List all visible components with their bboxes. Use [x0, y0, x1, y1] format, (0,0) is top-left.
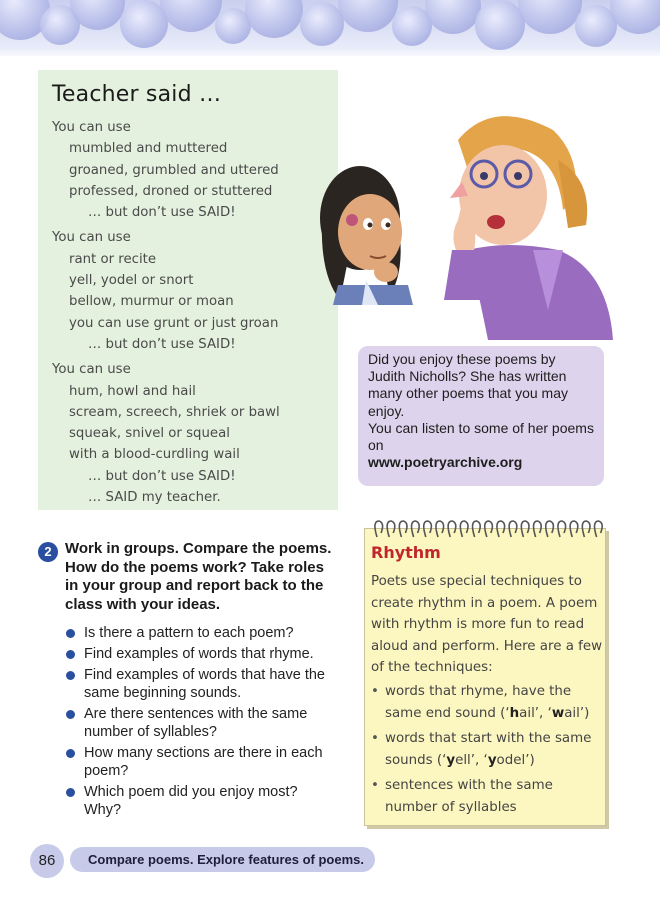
spiral-ring-icon [582, 521, 590, 537]
rhythm-intro: Poets use special techniques to create rhythm in a poem. A poem with rhythm is more fun to read aloud and perform. Here are a few of the techniques: [371, 574, 603, 676]
rhythm-technique-text: y [446, 752, 456, 768]
activity-bullet-text: Find examples of words that rhyme. [84, 646, 314, 662]
bullet-dot-icon [66, 650, 75, 659]
poem-stanzas [52, 117, 338, 508]
rhythm-technique-text: y [487, 752, 497, 768]
activity-bullet [38, 666, 338, 702]
spiral-ring-icon [521, 521, 529, 537]
rhythm-technique-text: ail [564, 705, 580, 721]
spiral-ring-icon [375, 521, 383, 537]
activity-bullet-text: How many sections are there in each poem? [84, 745, 323, 779]
spiral-binding-icon [369, 517, 603, 541]
band-fade [0, 50, 660, 64]
spiral-ring-icon [509, 521, 517, 537]
info-text-2: You can listen to some of her poems on [368, 419, 594, 454]
spiral-ring-icon [570, 521, 578, 537]
bullet-dot-icon [66, 629, 75, 638]
poem-line: bellow, murmur or moan [69, 294, 234, 310]
poem-line: hum, howl and hail [69, 383, 196, 399]
rhythm-technique [371, 775, 603, 818]
poem-stanza [52, 227, 338, 355]
info-box [358, 346, 604, 486]
activity-bullet-text: Is there a pattern to each poem? [84, 625, 294, 641]
footer-caption: Compare poems. Explore features of poems. [70, 847, 375, 872]
spiral-ring-icon [399, 521, 407, 537]
rhythm-technique [371, 681, 603, 724]
rhythm-technique-text: words that start with the same sounds (‘ [385, 731, 592, 768]
poem-box [38, 70, 338, 510]
poem-line: professed, droned or stuttered [69, 183, 273, 199]
poem-line: You can use [52, 230, 131, 246]
activity-bullet-list [38, 624, 338, 819]
poem-stanza [52, 359, 338, 508]
rhythm-technique-text: ail [519, 705, 535, 721]
rhythm-technique-text: sentences with the same number of syllables [385, 778, 553, 815]
spiral-ring-icon [448, 521, 456, 537]
activity-bullet [38, 705, 338, 741]
teacher-and-girl-illustration [318, 100, 618, 340]
poetry-archive-link[interactable]: www.poetryarchive.org [368, 454, 523, 471]
bullet-dot-icon [66, 710, 75, 719]
bullet-dot-icon [66, 788, 75, 797]
spiral-ring-icon [460, 521, 468, 537]
rhythm-technique-text: ’) [525, 752, 535, 768]
spiral-ring-icon [387, 521, 395, 537]
rhythm-technique-list [371, 681, 603, 819]
rhythm-technique-text: ’, ‘ [534, 705, 552, 721]
rhythm-technique-text: words that rhyme, have the same end sound (‘ [385, 683, 572, 721]
spiral-ring-icon [412, 521, 420, 537]
poem-line: scream, screech, shriek or bawl [69, 404, 280, 420]
poem-line: squeak, snivel or squeal [69, 426, 230, 442]
activity-bullet-text: Are there sentences with the same number of syllables? [84, 706, 308, 740]
rhythm-technique-text: w [551, 705, 565, 721]
spiral-ring-icon [534, 521, 542, 537]
activity-heading: Work in groups. Compare the poems. How do the poems work? Take roles in your group and report back to the class with your ideas. [65, 540, 332, 613]
activity-number-badge: 2 [38, 542, 58, 562]
poem-line: groaned, grumbled and uttered [69, 162, 279, 178]
rhythm-technique-text: h [509, 705, 520, 721]
spiral-ring-icon [546, 521, 554, 537]
rhythm-technique-text: ell [455, 752, 471, 768]
activity-bullet-text: Find examples of words that have the same beginning sounds. [84, 667, 325, 701]
poem-line: You can use [52, 120, 131, 135]
poem-line: … but don’t use SAID! [88, 205, 236, 221]
activity-bullet-text: Which poem did you enjoy most? Why? [84, 784, 298, 818]
spiral-ring-icon [424, 521, 432, 537]
bullet-dot-icon [66, 671, 75, 680]
poem-line: … SAID my teacher. [88, 490, 221, 506]
activity-bullet [38, 744, 338, 780]
rhythm-title: Rhythm [371, 543, 441, 562]
spiral-ring-icon [558, 521, 566, 537]
activity-bullet [38, 645, 338, 663]
rhythm-notebook [364, 528, 606, 826]
bullet-dot-icon [66, 749, 75, 758]
poem-line: mumbled and muttered [69, 141, 228, 157]
rhythm-body [371, 571, 603, 823]
poem-line: … but don’t use SAID! [88, 468, 236, 484]
spiral-ring-icon [473, 521, 481, 537]
page-number: 86 [30, 844, 64, 878]
top-decorative-band [0, 0, 660, 56]
rhythm-technique-text: odel [496, 752, 526, 768]
poem-line: You can use [52, 362, 131, 378]
poem-line: you can use grunt or just groan [69, 315, 279, 331]
poem-line: yell, yodel or snort [69, 273, 194, 289]
activity-bullet [38, 624, 338, 642]
poem-title: Teacher said … [52, 82, 222, 107]
spiral-ring-icon [497, 521, 505, 537]
spiral-ring-icon [485, 521, 493, 537]
spiral-ring-icon [436, 521, 444, 537]
activity-bullet [38, 783, 338, 819]
activity-section [38, 540, 338, 822]
poem-line: with a blood-curdling wail [69, 447, 240, 463]
rhythm-technique-text: ’) [579, 705, 590, 721]
info-text: Did you enjoy these poems by Judith Nicholls? She has written many other poems that you may enjoy. [368, 351, 568, 419]
rhythm-technique-text: ’, ‘ [470, 752, 488, 768]
poem-stanza [52, 117, 338, 223]
spiral-ring-icon [595, 521, 603, 537]
poem-line: … but don’t use SAID! [88, 336, 236, 352]
poem-line: rant or recite [69, 251, 157, 267]
rhythm-technique [371, 728, 603, 771]
